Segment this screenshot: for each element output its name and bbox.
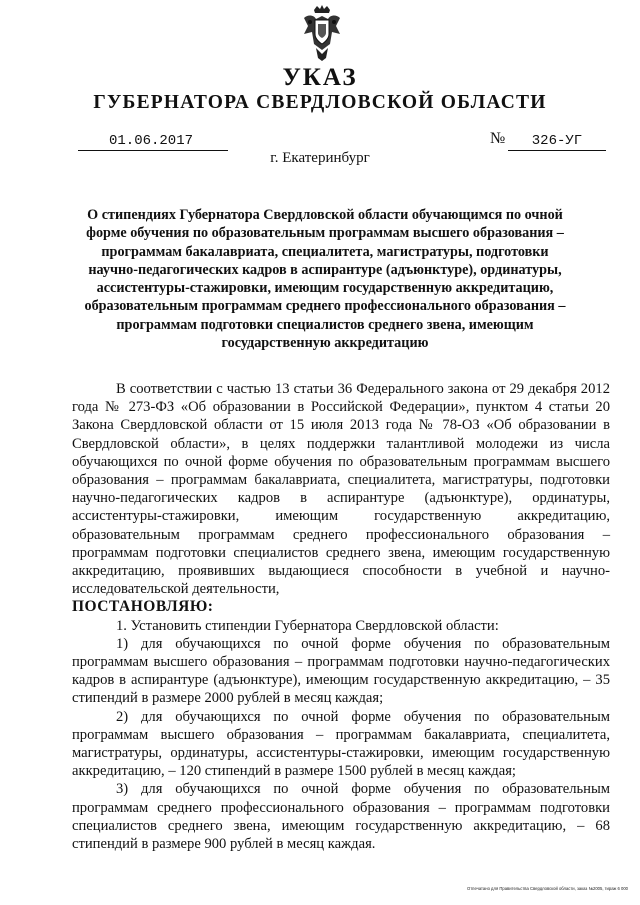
decree-word: ПОСТАНОВЛЯЮ: [72, 598, 214, 616]
coat-of-arms-emblem [300, 4, 344, 62]
item-1-2: 2) для обучающихся по очной форме обучения по образовательным программам высшего образования – программам бакалавриата, специалитета, магистратуры, ординатуры, ассистентуры-стажировки, имеющим государственную аккредитацию, – 120 стипендий в размере 1500 рублей в месяц каждая; [72, 708, 610, 780]
preamble-paragraph: В соответствии с частью 13 статьи 36 Федерального закона от 29 декабря 2012 года № 273-ФЗ «Об образовании в Российской Федерации», пунктом 4 статьи 20 Закона Свердловской области от 15 июля 2013 года № 78-ОЗ «Об образовании в Свердловской области», в целях поддержки талантливой молодежи из числа обучающихся по очной форме обучения по образовательным программам высшего образования – программам бакалавриата, специалитета, магистратуры, подготовки научно-педагогических кадров в аспирантуре (адъюнктуре), ординатуры, ассистентуры-стажировки, имеющим государственную аккредитацию, образовательным программам среднего профессионального образования – программам подготовки специалистов среднего звена, имеющим государственную аккредитацию, проявивших выдающиеся способности в учебной и научно-исследовательской деятельности, [72, 381, 610, 598]
item-1-1: 1) для обучающихся по очной форме обучения по образовательным программам высшего образования – программам подготовки научно-педагогических кадров в аспирантуре (адъюнктуре), имеющим государственную аккредитацию, – 35 стипендий в размере 2000 рублей в месяц каждая; [72, 635, 610, 707]
document-body [72, 380, 610, 853]
document-date [78, 132, 228, 151]
issuer-title: ГУБЕРНАТОРА СВЕРДЛОВСКОЙ ОБЛАСТИ [93, 92, 547, 113]
coat-of-arms-icon [300, 4, 344, 62]
item-1: 1. Установить стипендии Губернатора Свердловской области: [116, 617, 499, 634]
item-1-3: 3) для обучающихся по очной форме обучения по образовательным программам среднего профессионального образования – программам подготовки специалистов среднего звена, имеющим государственную аккредитацию, – 68 стипендий в размере 900 рублей в месяц каждая. [72, 781, 610, 853]
document-heading: О стипендиях Губернатора Свердловской области обучающимся по очной форме обучения по образовательным программам высшего образования – программам бакалавриата, специалитета, магистратуры, подготовки научно-педагогических кадров в аспирантуре (адъюнктуре), ординатуры, ассистентуры-стажировки, имеющим государственную аккредитацию, образовательным программам среднего профессионального образования – программам подготовки специалистов среднего звена, имеющим государственную аккредитацию [84, 207, 566, 352]
document-city: г. Екатеринбург [270, 150, 370, 166]
document-date-value: 01.06.2017 [108, 133, 193, 149]
print-footer: Отпечатано для Правительства Свердловской области, заказ №2005, тираж 6 000 [467, 886, 628, 891]
document-number: 326-УГ [508, 132, 606, 151]
document-number-label: № [490, 130, 506, 147]
document-type-title: УКАЗ [282, 64, 358, 91]
